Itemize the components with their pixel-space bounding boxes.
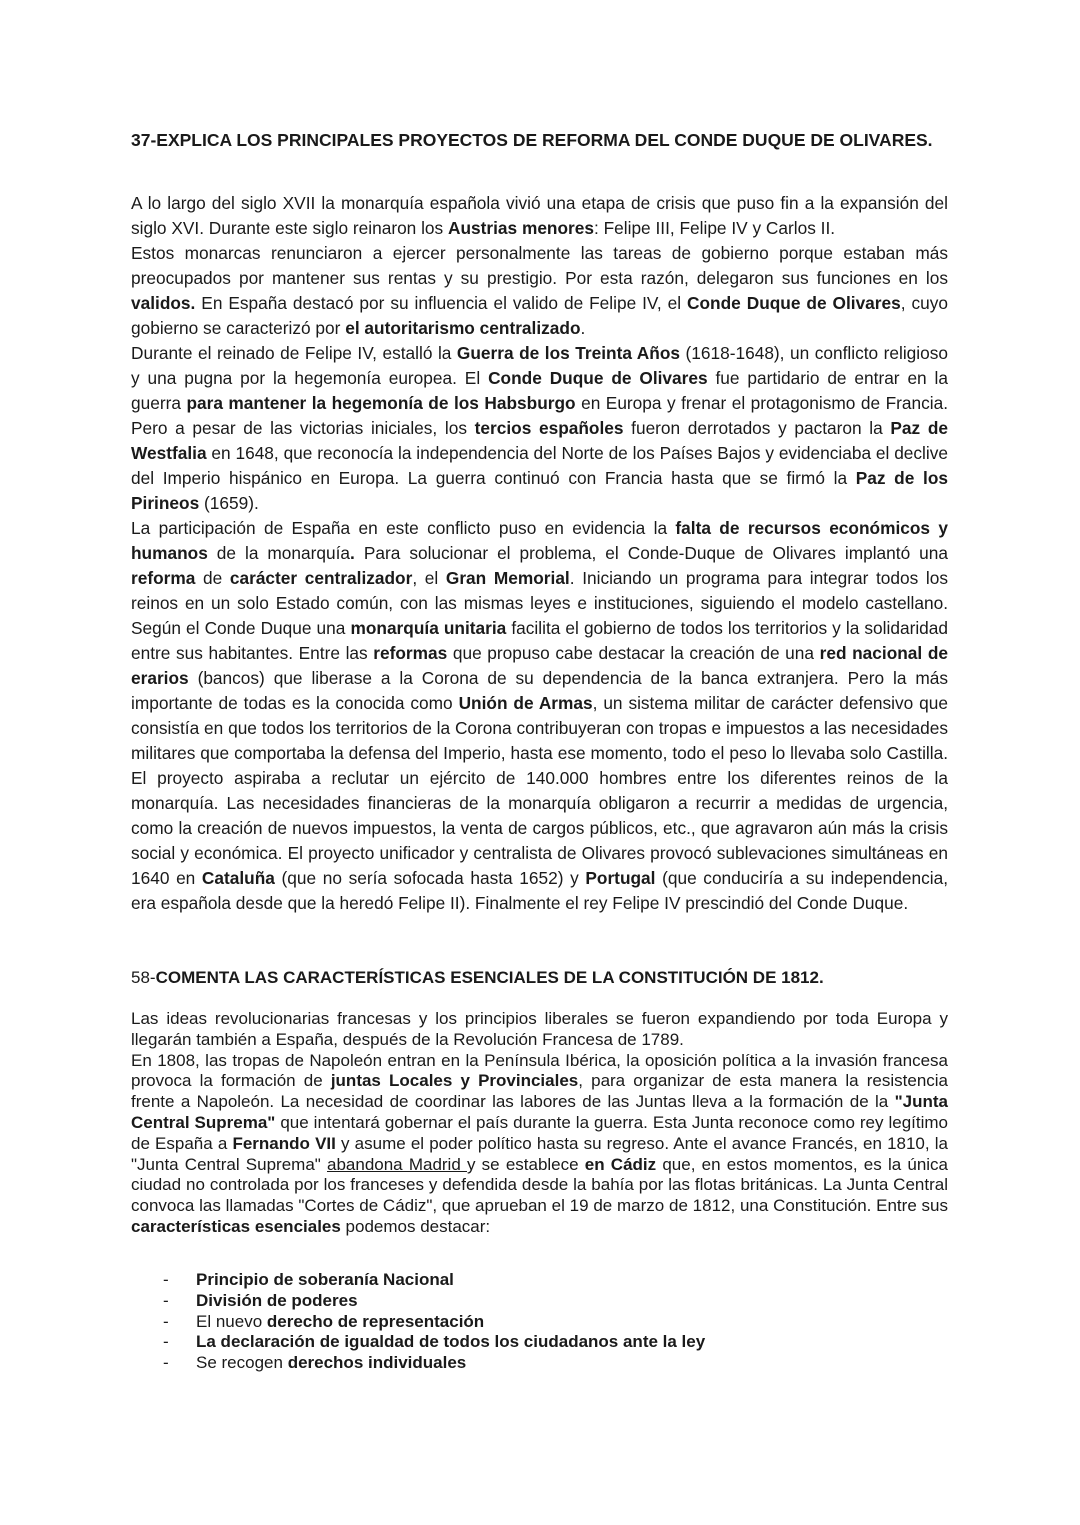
bold-text-run: Paz de Westfalia [131, 418, 948, 463]
text-run: (que no sería sofocada hasta 1652) y [274, 868, 586, 888]
section-37-paragraph [131, 516, 948, 916]
text-run: en 1648, que reconocía la independencia del Norte de los Países Bajos y evidenciaba el declive del Imperio hispánico en Europa. La guerra continuó con Francia hasta que se firmó la [131, 443, 948, 488]
bold-text-run: La declaración de igualdad de todos los ciudadanos ante la ley [196, 1332, 706, 1352]
bold-text-run: el autoritarismo centralizado [345, 318, 581, 338]
bold-text-run: Conde Duque de Olivares [687, 293, 901, 313]
section-37-paragraph [131, 191, 948, 241]
underlined-text-run: abandona Madrid [327, 1154, 467, 1174]
text-run: . Iniciando un programa para integrar todos los reinos en un solo Estado común, con las mismas leyes e instituciones, siguiendo el modelo castellano. Según el Conde Duque una [131, 568, 948, 638]
text-run: , un sistema militar de carácter defensivo que consistía en que todos los territorios de la Corona contribuyeran con tropas e impuestos a las necesidades militares que comportaba la defensa del Imperio, hasta ese momento, todo el peso lo llevaba solo Castilla. El proyecto aspiraba a reclutar un ejército de 140.000 hombres entre los diferentes reinos de la monarquía. Las necesidades financieras de la monarquía obligaron a recurrir a medidas de urgencia, como la creación de nuevos impuestos, la venta de cargos públicos, etc., que agravaron aún más la crisis social y económica. El proyecto unificador y centralista de Olivares provocó sublevaciones simultáneas en 1640 en [131, 693, 948, 888]
bold-text-run: características esenciales [131, 1216, 341, 1236]
list-item [131, 1353, 948, 1374]
bold-text-run: para mantener la hegemonía de los Habsburgo [186, 393, 576, 413]
list-dash: - [163, 1290, 169, 1310]
list-item-text [196, 1270, 454, 1289]
list-item [131, 1312, 948, 1333]
bold-text-run: reforma [131, 568, 196, 588]
bold-text-run: Gran Memorial [445, 568, 570, 588]
section-37-title: 37-EXPLICA LOS PRINCIPALES PROYECTOS DE REFORMA DEL CONDE DUQUE DE OLIVARES. [131, 130, 933, 150]
bold-text-run: derecho de representación [266, 1311, 485, 1331]
bold-text-run: "Junta Central Suprema" [131, 1092, 948, 1132]
list-item [131, 1270, 948, 1291]
bold-text-run: Cataluña [201, 868, 275, 888]
bold-text-run: derechos individuales [287, 1353, 467, 1373]
bold-text-run: Principio de soberanía Nacional [196, 1270, 454, 1289]
list-dash: - [163, 1311, 169, 1331]
section-37-paragraph [131, 341, 948, 516]
bold-text-run: Conde Duque de Olivares [488, 368, 708, 388]
section-58-title [131, 966, 948, 990]
text-run: Para solucionar el problema, el Conde-Duque de Olivares implantó una [354, 543, 949, 563]
text-run: que, en estos momentos, es la única ciudad no controlada por los franceses y defendida desde la bahía por las flotas británicas. La Junta Central convoca las llamadas "Cortes de Cádiz", que aprueban el 19 de marzo de 1812, una Constitución. Entre sus [131, 1154, 949, 1216]
text-run: : Felipe III, Felipe IV y Carlos II. [594, 218, 836, 238]
bold-text-run: Guerra de los Treinta Años [456, 343, 681, 363]
text-run: . [580, 318, 586, 338]
bold-text-run: Fernando VII [232, 1133, 336, 1153]
text-run: En España destacó por su influencia el valido de Felipe IV, el [195, 293, 688, 313]
text-run: y se establece [466, 1154, 585, 1174]
text-run: de la monarquía [207, 543, 351, 563]
text-run: Se recogen [196, 1353, 288, 1373]
list-item-text [196, 1312, 484, 1331]
bold-text-run: Paz de los Pirineos [131, 468, 948, 513]
section-58-body [131, 1009, 948, 1238]
bold-text-run: red nacional de erarios [131, 643, 948, 688]
text-run: y asume el poder político hasta su regreso. Ante el avance Francés, en 1810, la "Junta Central Suprema" [131, 1133, 948, 1174]
list-dash: - [163, 1332, 169, 1352]
text-run: que propuso cabe destacar la creación de una [447, 643, 820, 663]
text-run: En 1808, las tropas de Napoleón entran en la Península Ibérica, la oposición política a la invasión francesa provoca la formación de [131, 1050, 948, 1091]
bold-text-run: carácter centralizador [229, 568, 413, 588]
bold-text-run: División de poderes [196, 1290, 358, 1310]
characteristics-list [131, 1270, 948, 1374]
text-run: Las ideas revolucionarias francesas y los principios liberales se fueron expandiendo por toda Europa y llegarán también a España, después de la Revolución Francesa de 1789. [131, 1009, 948, 1049]
bold-text-run: Austrias menores [448, 218, 594, 238]
list-item-text [196, 1332, 705, 1351]
list-item [131, 1291, 948, 1312]
bold-text-run: . [350, 543, 355, 563]
text-run: El nuevo [196, 1311, 267, 1331]
text-run: A lo largo del siglo XVII la monarquía española vivió una etapa de crisis que puso fin a la expansión del siglo XVI. Durante este siglo reinaron los [131, 193, 948, 238]
bold-text-run: falta de recursos económicos y humanos [131, 518, 948, 563]
list-item [131, 1332, 948, 1353]
section-58-number: 58- [131, 968, 156, 987]
text-run: fue partidario de entrar en la guerra [131, 368, 948, 413]
section-58-paragraph [131, 1051, 948, 1238]
text-run: Estos monarcas renunciaron a ejercer personalmente las tareas de gobierno porque estaban más preocupados por mantener sus rentas y su prestigio. Por esta razón, delegaron sus funciones en los [131, 243, 948, 288]
bold-text-run: Portugal [585, 868, 656, 888]
text-run: Durante el reinado de Felipe IV, estalló la [131, 343, 457, 363]
bold-text-run: validos. [131, 293, 196, 313]
list-dash: - [163, 1270, 169, 1289]
text-run: que intentará gobernar el país durante la guerra. Esta Junta reconoce como rey legítimo de España a [131, 1112, 948, 1153]
bold-text-run: monarquía unitaria [350, 618, 507, 638]
section-37-paragraph [131, 241, 948, 341]
text-run: facilita el gobierno de todos los territorios y la solidaridad entre sus habitantes. Entre las [131, 618, 948, 663]
text-run: (que conduciría a su independencia, era española desde que la heredó Felipe II). Finalmente el rey Felipe IV prescindió del Conde Duque. [131, 868, 948, 913]
bold-text-run: tercios españoles [474, 418, 624, 438]
text-run: , cuyo gobierno se caracterizó por [131, 293, 948, 338]
list-item-text [196, 1291, 358, 1310]
bold-text-run: Unión de Armas [458, 693, 593, 713]
text-run: podemos destacar: [340, 1216, 491, 1236]
section-58-paragraph [131, 1009, 948, 1051]
bold-text-run: juntas Locales y Provinciales [330, 1071, 579, 1091]
text-run: La participación de España en este conflicto puso en evidencia la [131, 518, 676, 538]
section-37-body [131, 191, 948, 916]
text-run: de [195, 568, 230, 588]
list-dash: - [163, 1353, 169, 1373]
text-run: (bancos) que liberase a la Corona de su dependencia de la banca extranjera. Pero la más importante de todas es la conocida como [131, 668, 948, 713]
text-run: en Europa y frenar el protagonismo de Francia. Pero a pesar de las victorias iniciales, los [131, 393, 948, 438]
bold-text-run: en Cádiz [584, 1154, 657, 1174]
list-item-text [196, 1353, 466, 1372]
section-58-title-text: COMENTA LAS CARACTERÍSTICAS ESENCIALES DE LA CONSTITUCIÓN DE 1812. [155, 968, 824, 987]
text-run: (1618-1648), un conflicto religioso y una pugna por la hegemonía europea. El [131, 343, 948, 388]
bold-text-run: reformas [373, 643, 448, 663]
text-run: fueron derrotados y pactaron la [623, 418, 891, 438]
text-run: , el [412, 568, 446, 588]
text-run: , para organizar de esta manera la resistencia frente a Napoleón. La necesidad de coordinar las labores de las Juntas lleva a la formación de la [131, 1071, 949, 1112]
text-run: (1659). [199, 493, 259, 513]
